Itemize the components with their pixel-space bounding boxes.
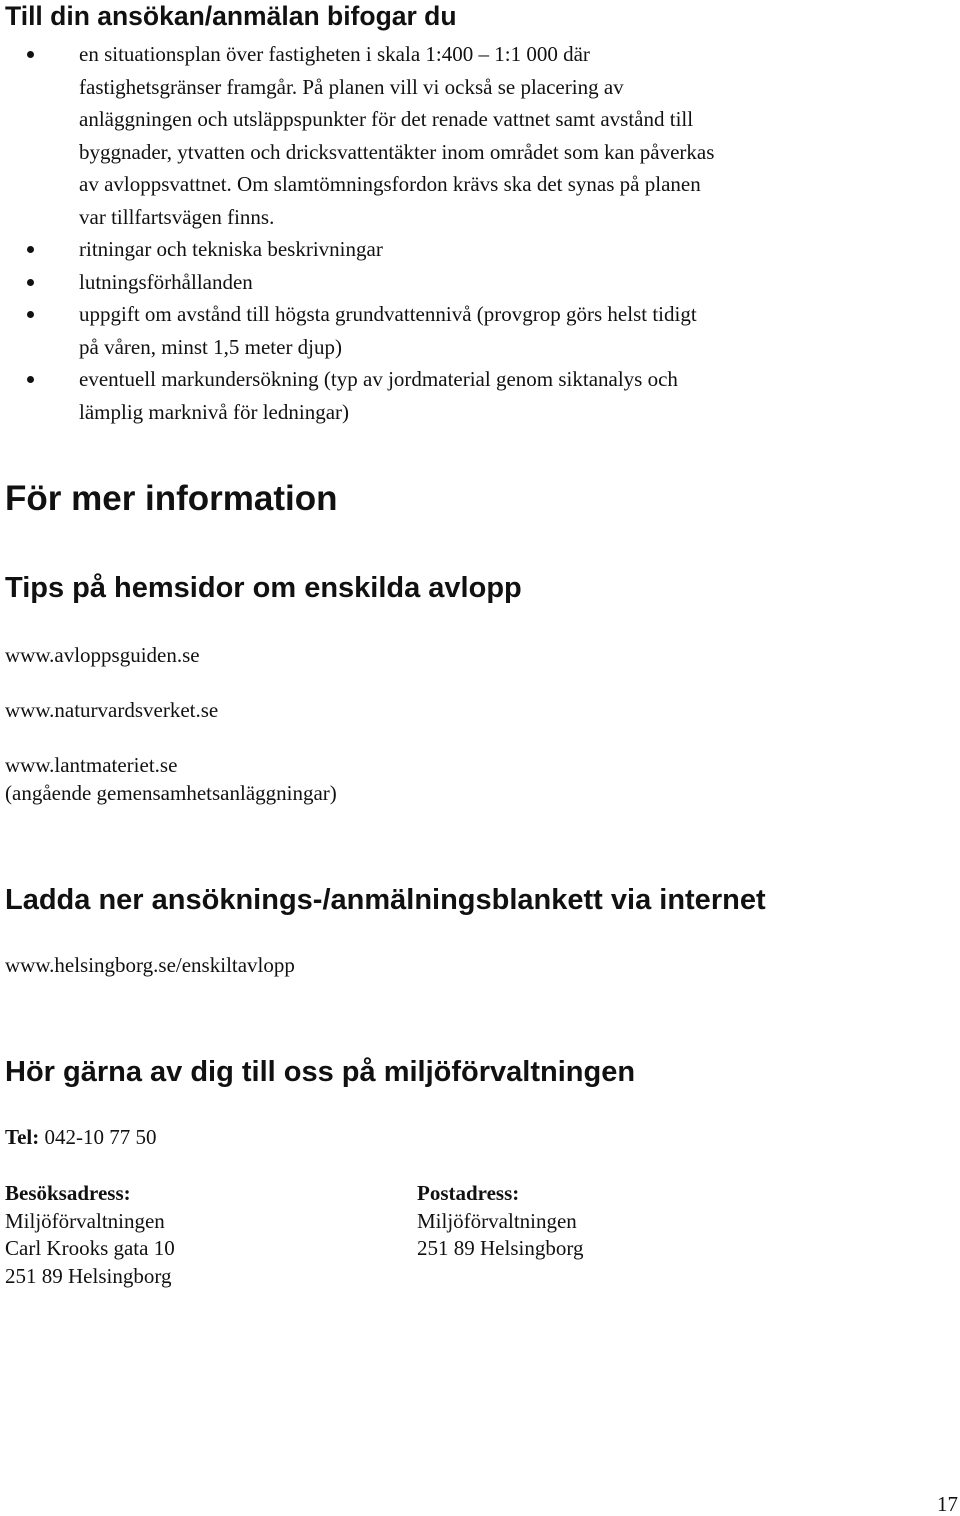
bullet-icon <box>27 51 34 58</box>
list-item: uppgift om avstånd till högsta grundvattennivå (provgrop görs helst tidigt på våren, minst 1,5 meter djup) <box>0 298 960 363</box>
bullet-icon <box>27 376 34 383</box>
tips-heading: Tips på hemsidor om enskilda avlopp <box>5 572 522 604</box>
phone-line <box>5 1125 156 1150</box>
address-line: Miljöförvaltningen <box>417 1208 577 1233</box>
postal-address-label: Postadress: <box>417 1181 520 1205</box>
phone-label: Tel: <box>5 1125 40 1149</box>
lantmateriet-note: (angående gemensamhetsanläggningar) <box>5 781 337 805</box>
page-number: 17 <box>937 1492 958 1516</box>
postal-address <box>417 1180 583 1263</box>
address-line: 251 89 Helsingborg <box>5 1263 172 1288</box>
bullet-icon <box>27 246 34 253</box>
link-helsingborg[interactable]: www.helsingborg.se/enskiltavlopp <box>5 953 295 977</box>
list-item: eventuell markundersökning (typ av jordmaterial genom siktanalys och lämplig marknivå för ledningar) <box>0 363 960 428</box>
list-item: lutningsförhållanden <box>0 266 960 299</box>
list-item: en situationsplan över fastigheten i skala 1:400 – 1:1 000 där fastighetsgränser framgår. På planen vill vi också se placering av anläggningen och utsläppspunkter för det renade vattnet samt avstånd till byggnader, ytvatten och dricksvattentäkter inom området som kan påverkas av avloppsvattnet. Om slamtömningsfordon krävs ska det synas på planen var tillfartsvägen finns. <box>0 38 960 233</box>
bullet-icon <box>27 279 34 286</box>
bullet-icon <box>27 311 34 318</box>
address-line: Miljöförvaltningen <box>5 1208 165 1233</box>
more-info-heading: För mer information <box>5 479 338 518</box>
link-avloppsguiden[interactable]: www.avloppsguiden.se <box>5 643 200 667</box>
list-item: ritningar och tekniska beskrivningar <box>0 233 960 266</box>
visiting-address-label: Besöksadress: <box>5 1181 131 1205</box>
phone-number: 042-10 77 50 <box>44 1125 157 1149</box>
attachments-heading: Till din ansökan/anmälan bifogar du <box>5 1 457 31</box>
address-line: 251 89 Helsingborg <box>417 1236 584 1260</box>
contact-heading: Hör gärna av dig till oss på miljöförvaltningen <box>5 1056 636 1088</box>
link-naturvardsverket[interactable]: www.naturvardsverket.se <box>5 698 219 722</box>
attachments-list <box>0 38 960 428</box>
address-line: Carl Krooks gata 10 <box>5 1236 175 1260</box>
visiting-address <box>5 1180 175 1290</box>
link-lantmateriet[interactable]: www.lantmateriet.se <box>5 753 178 777</box>
download-heading: Ladda ner ansöknings-/anmälningsblankett via internet <box>5 884 766 916</box>
